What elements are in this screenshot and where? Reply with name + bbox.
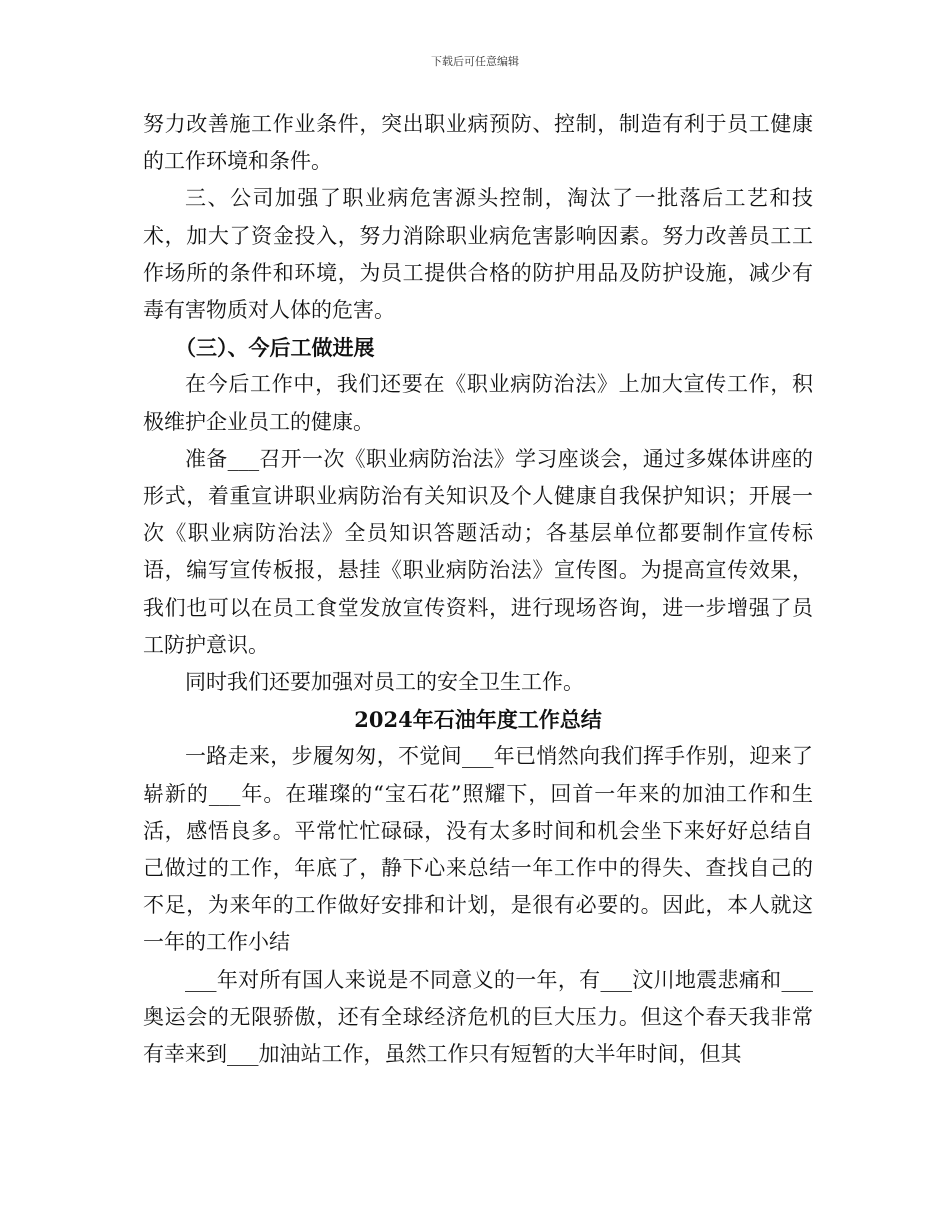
paragraph-working-conditions: 努力改善施工作业条件，突出职业病预防、控制，制造有利于员工健康的工作环境和条件。 — [143, 112, 813, 174]
document-title: 2024年石油年度工作总结 — [354, 707, 602, 733]
paragraph-safety-health: 同时我们还要加强对员工的安全卫生工作。 — [185, 670, 584, 695]
paragraph-source-control: 三、公司加强了职业病危害源头控制，淘汰了一批落后工艺和技术，加大了资金投入，努力消除职业病危害影响因素。努力改善员工工作场所的条件和环境，为员工提供合格的防护用品及防护设施，减少有毒有害物质对人体的危害。 — [143, 186, 813, 323]
paragraph-year-review: 一路走来，步履匆匆，不觉间___年已悄然向我们挥手作别，迎来了崭新的___年。在璀璨的“宝石花”照耀下，回首一年来的加油工作和生活，感悟良多。平常忙忙碌碌，没有太多时间和机会坐下来好好总结自己做过的工作，年底了，静下心来总结一年工作中的得失、查找自己的不足，为来年的工作做好安排和计划，是很有必要的。因此，本人就这一年的工作小结 — [143, 744, 813, 955]
paragraph-seminar-plan: 准备___召开一次《职业病防治法》学习座谈会，通过多媒体讲座的形式，着重宣讲职业病防治有关知识及个人健康自我保护知识；开展一次《职业病防治法》全员知识答题活动；各基层单位都要制作宣传标语，编写宣传板报，悬挂《职业病防治法》宣传图。为提高宣传效果，我们也可以在员工食堂发放宣传资料，进行现场咨询，进一步增强了员工防护意识。 — [143, 446, 813, 657]
paragraph-year-events: ___年对所有国人来说是不同意义的一年，有___汶川地震悲痛和___奥运会的无限骄傲，还有全球经济危机的巨大压力。但这个春天我非常有幸来到___加油站工作，虽然工作只有短暂的大半年时间，但其 — [143, 967, 813, 1067]
section-heading-future-work: （三）、今后工做进展 — [175, 335, 375, 361]
document-body — [143, 106, 813, 1073]
page-header: 下载后可任意编辑 — [431, 55, 519, 68]
paragraph-future-publicity: 在今后工作中，我们还要在《职业病防治法》上加大宣传工作，积极维护企业员工的健康。 — [143, 372, 813, 434]
